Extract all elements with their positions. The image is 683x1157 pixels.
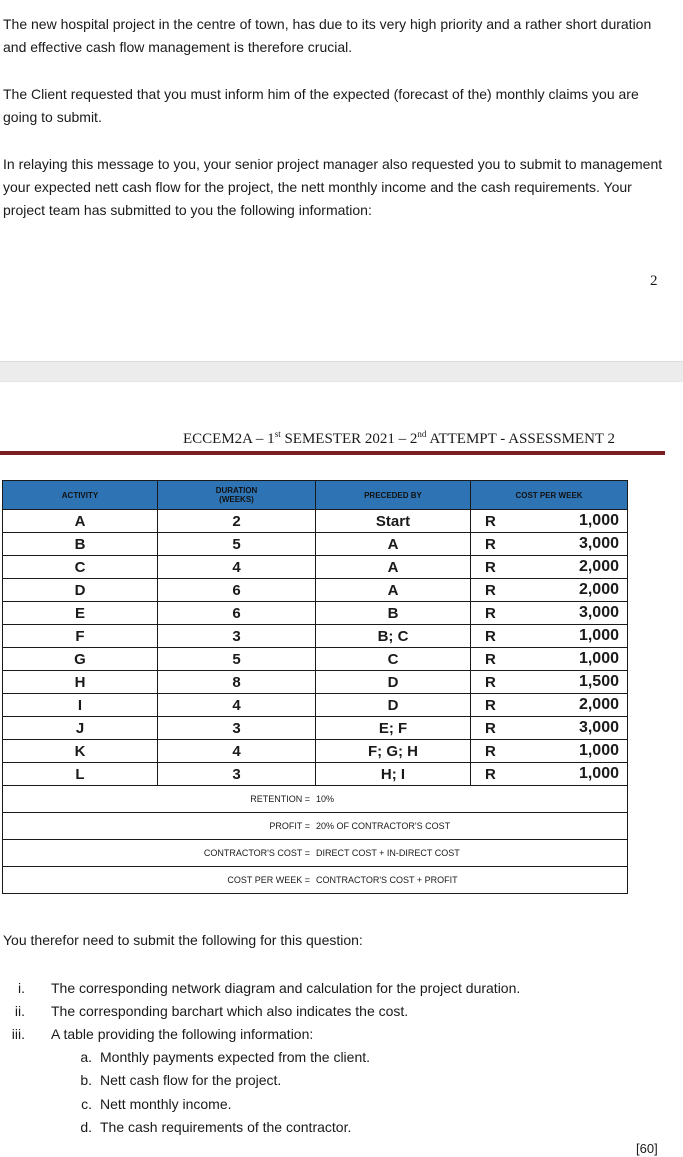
question-item-text: The corresponding network diagram and calculation for the project duration. xyxy=(51,980,521,996)
activity-cell: H xyxy=(3,671,158,694)
preceded-by-cell: D xyxy=(316,671,471,694)
cost-cell: 1,000 xyxy=(515,510,628,533)
type-cell: R xyxy=(471,556,515,579)
formula-value: 20% OF CONTRACTOR'S COST xyxy=(316,821,451,831)
formula-cell xyxy=(3,867,628,894)
cost-cell: 1,500 xyxy=(515,671,628,694)
table-row xyxy=(3,510,628,533)
activity-cell: B xyxy=(3,533,158,556)
table-row xyxy=(3,763,628,786)
table-row xyxy=(3,602,628,625)
header-duration-line2: (WEEKS) xyxy=(219,495,254,504)
subitem-letter: b. xyxy=(80,1072,92,1088)
type-cell: R xyxy=(471,648,515,671)
type-cell: R xyxy=(471,671,515,694)
header-preceded-by: PRECEDED BY xyxy=(316,481,471,510)
activity-cell: I xyxy=(3,694,158,717)
formula-row xyxy=(3,813,628,840)
formula-label: PROFIT = xyxy=(269,821,310,831)
duration-cell: 5 xyxy=(158,533,316,556)
preceded-by-cell: E; F xyxy=(316,717,471,740)
activity-cell: J xyxy=(3,717,158,740)
preceded-by-cell: F; G; H xyxy=(316,740,471,763)
duration-cell: 3 xyxy=(158,763,316,786)
duration-cell: 4 xyxy=(158,694,316,717)
formula-cell xyxy=(3,840,628,867)
client-request-paragraph: The Client requested that you must inform him of the expected (forecast of the) monthly claims you are going to submit. xyxy=(3,86,639,125)
preceded-by-cell: A xyxy=(316,556,471,579)
subitem-letter: c. xyxy=(81,1096,92,1112)
table-row xyxy=(3,533,628,556)
activity-table xyxy=(2,480,628,894)
type-cell: R xyxy=(471,763,515,786)
formula-value: 10% xyxy=(316,794,335,804)
formula-cell xyxy=(3,813,628,840)
cost-cell: 3,000 xyxy=(515,602,628,625)
type-cell: R xyxy=(471,694,515,717)
question-item-number: i. xyxy=(18,980,25,996)
subitem-text: Nett monthly income. xyxy=(100,1096,232,1112)
duration-cell: 6 xyxy=(158,602,316,625)
activity-cell: A xyxy=(3,510,158,533)
header-activity: ACTIVITY xyxy=(3,481,158,510)
header-cost-per-week: COST PER WEEK xyxy=(471,481,628,510)
header-duration-line1: DURATION xyxy=(215,486,258,495)
cost-cell: 1,000 xyxy=(515,763,628,786)
activity-cell: K xyxy=(3,740,158,763)
type-cell: R xyxy=(471,717,515,740)
subitem-letter: d. xyxy=(80,1119,92,1135)
header-text-2: SEMESTER 2021 – 2 xyxy=(280,431,418,447)
duration-cell: 4 xyxy=(158,556,316,579)
question-item-text: A table providing the following information: xyxy=(51,1026,314,1042)
subitem-letter: a. xyxy=(80,1049,92,1065)
table-row xyxy=(3,579,628,602)
preceded-by-cell: A xyxy=(316,579,471,602)
table-row xyxy=(3,717,628,740)
activity-cell: C xyxy=(3,556,158,579)
cost-cell: 3,000 xyxy=(515,717,628,740)
preceded-by-cell: B xyxy=(316,602,471,625)
preceded-by-cell: Start xyxy=(316,510,471,533)
duration-cell: 6 xyxy=(158,579,316,602)
intro-paragraph: The new hospital project in the centre of town, has due to its very high priority and a rather short duration and effective cash flow management is therefore crucial. xyxy=(3,16,652,55)
cost-cell: 1,000 xyxy=(515,740,628,763)
header-sup-2: nd xyxy=(417,429,427,439)
type-cell: R xyxy=(471,625,515,648)
manager-request-paragraph: In relaying this message to you, your senior project manager also requested you to submit to management your expected nett cash flow for the project, the nett monthly income and the cash requirements. Your project team has submitted to you the following information: xyxy=(3,156,663,218)
formula-row xyxy=(3,867,628,894)
header-rule xyxy=(0,451,665,455)
subitem-text: The cash requirements of the contractor. xyxy=(100,1119,352,1135)
cost-cell: 2,000 xyxy=(515,579,628,602)
formula-row xyxy=(3,840,628,867)
question-item-number: iii. xyxy=(11,1026,25,1042)
formula-cell xyxy=(3,786,628,813)
total-marks: [60] xyxy=(636,1141,658,1156)
duration-cell: 3 xyxy=(158,625,316,648)
table-row xyxy=(3,740,628,763)
preceded-by-cell: B; C xyxy=(316,625,471,648)
table-row xyxy=(3,671,628,694)
type-cell: R xyxy=(471,602,515,625)
header-sup-1: st xyxy=(274,429,281,439)
formula-value: CONTRACTOR'S COST + PROFIT xyxy=(316,875,458,885)
type-cell: R xyxy=(471,740,515,763)
duration-cell: 3 xyxy=(158,717,316,740)
formula-label: COST PER WEEK = xyxy=(227,875,310,885)
cost-cell: 3,000 xyxy=(515,533,628,556)
formula-value: DIRECT COST + IN-DIRECT COST xyxy=(316,848,460,858)
formula-row xyxy=(3,786,628,813)
cost-cell: 1,000 xyxy=(515,625,628,648)
subitem-text: Monthly payments expected from the client. xyxy=(100,1049,371,1065)
cost-cell: 2,000 xyxy=(515,556,628,579)
activity-cell: E xyxy=(3,602,158,625)
cost-cell: 1,000 xyxy=(515,648,628,671)
type-cell: R xyxy=(471,510,515,533)
duration-cell: 4 xyxy=(158,740,316,763)
question-item-number: ii. xyxy=(14,1003,25,1019)
header-duration xyxy=(158,481,316,510)
table-row xyxy=(3,625,628,648)
page-header xyxy=(183,429,615,448)
page-number: 2 xyxy=(650,273,658,289)
activity-cell: G xyxy=(3,648,158,671)
question-intro: You therefor need to submit the following for this question: xyxy=(3,932,363,948)
duration-cell: 2 xyxy=(158,510,316,533)
type-cell: R xyxy=(471,579,515,602)
activity-cell: D xyxy=(3,579,158,602)
preceded-by-cell: A xyxy=(316,533,471,556)
header-text-3: ATTEMPT - ASSESSMENT 2 xyxy=(426,431,616,447)
type-cell: R xyxy=(471,533,515,556)
cost-cell: 2,000 xyxy=(515,694,628,717)
page-break-divider xyxy=(0,361,683,382)
preceded-by-cell: H; I xyxy=(316,763,471,786)
duration-cell: 8 xyxy=(158,671,316,694)
activity-cell: L xyxy=(3,763,158,786)
activity-cell: F xyxy=(3,625,158,648)
formula-label: CONTRACTOR'S COST = xyxy=(203,848,310,858)
question-item-text: The corresponding barchart which also indicates the cost. xyxy=(51,1003,409,1019)
table-header-row xyxy=(3,481,628,510)
preceded-by-cell: D xyxy=(316,694,471,717)
table-row xyxy=(3,648,628,671)
preceded-by-cell: C xyxy=(316,648,471,671)
duration-cell: 5 xyxy=(158,648,316,671)
header-text-1: ECCEM2A – 1 xyxy=(183,431,275,447)
table-row xyxy=(3,694,628,717)
formula-label: RETENTION = xyxy=(250,794,310,804)
subitem-text: Nett cash flow for the project. xyxy=(100,1072,282,1088)
table-row xyxy=(3,556,628,579)
